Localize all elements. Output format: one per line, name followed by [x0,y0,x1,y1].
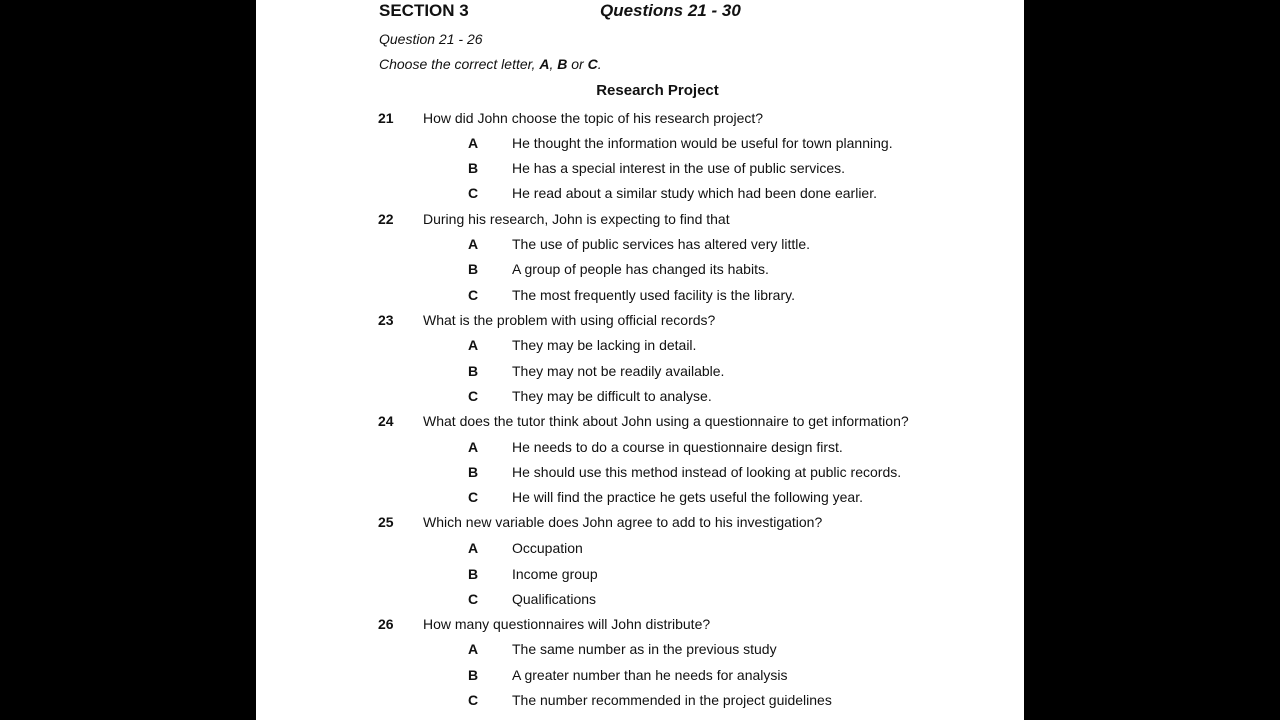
question-text: How many questionnaires will John distribute? [423,616,711,632]
option-row [256,665,1024,685]
question-text: How did John choose the topic of his research project? [423,110,764,126]
option-text: They may be difficult to analyse. [512,388,712,404]
section-title: SECTION 3 [379,1,469,20]
question-row [256,614,1024,634]
option-letter: B [468,160,479,176]
question-subheading: Question 21 - 26 [379,31,483,47]
instruction-or: or [567,56,588,72]
question-row [256,310,1024,330]
option-letter: B [468,566,479,582]
option-row [256,133,1024,153]
question-row [256,209,1024,229]
instruction-prefix: Choose the correct letter, [379,56,540,72]
question-number: 24 [378,413,394,429]
option-text: He read about a similar study which had been done earlier. [512,185,877,201]
option-row [256,183,1024,203]
question-number: 25 [378,514,394,530]
option-letter: C [468,287,479,303]
option-letter: B [468,363,479,379]
option-row [256,538,1024,558]
option-row [256,589,1024,609]
question-text: During his research, John is expecting to find that [423,211,730,227]
option-row [256,487,1024,507]
question-row [256,512,1024,532]
option-text: The same number as in the previous study [512,641,777,657]
instruction-comma: , [549,56,558,72]
question-row [256,411,1024,431]
option-letter: B [468,464,479,480]
option-text: He needs to do a course in questionnaire design first. [512,439,843,455]
question-row [256,108,1024,128]
option-text: He thought the information would be useful for town planning. [512,135,893,151]
option-letter: C [468,388,479,404]
questions-range: Questions 21 - 30 [600,1,741,20]
option-text: He should use this method instead of looking at public records. [512,464,902,480]
option-row [256,158,1024,178]
question-number: 21 [378,110,394,126]
option-text: He will find the practice he gets useful the following year. [512,489,863,505]
question-number: 23 [378,312,394,328]
option-row [256,285,1024,305]
document-page [256,0,1024,720]
question-number: 26 [378,616,394,632]
option-text: They may be lacking in detail. [512,337,697,353]
instruction-letter-c: C [587,56,598,72]
option-letter: C [468,185,479,201]
option-row [256,361,1024,381]
option-letter: C [468,489,479,505]
question-number: 22 [378,211,394,227]
option-row [256,437,1024,457]
option-letter: A [468,135,479,151]
option-letter: A [468,236,479,252]
option-text: The most frequently used facility is the library. [512,287,795,303]
option-row [256,462,1024,482]
option-text: He has a special interest in the use of public services. [512,160,846,176]
option-text: Income group [512,566,598,582]
option-text: A greater number than he needs for analysis [512,667,788,683]
option-letter: A [468,641,479,657]
question-text: Which new variable does John agree to add to his investigation? [423,514,823,530]
option-letter: A [468,337,479,353]
option-text: Occupation [512,540,583,556]
option-letter: B [468,261,479,277]
option-text: A group of people has changed its habits. [512,261,769,277]
instruction-suffix: . [597,56,602,72]
option-row [256,690,1024,710]
option-letter: A [468,439,479,455]
option-row [256,564,1024,584]
option-letter: A [468,540,479,556]
option-row [256,259,1024,279]
option-row [256,639,1024,659]
option-letter: B [468,667,479,683]
question-list [256,0,1024,720]
instruction-letter-a: A [539,56,550,72]
option-text: Qualifications [512,591,597,607]
option-text: The use of public services has altered very little. [512,236,811,252]
question-text: What does the tutor think about John using a questionnaire to get information? [423,413,909,429]
option-text: They may not be readily available. [512,363,725,379]
option-letter: C [468,692,479,708]
instruction-letter-b: B [557,56,568,72]
document-title: Research Project [596,82,719,99]
option-letter: C [468,591,479,607]
option-row [256,234,1024,254]
option-row [256,335,1024,355]
question-text: What is the problem with using official records? [423,312,716,328]
option-text: The number recommended in the project guidelines [512,692,832,708]
option-row [256,386,1024,406]
